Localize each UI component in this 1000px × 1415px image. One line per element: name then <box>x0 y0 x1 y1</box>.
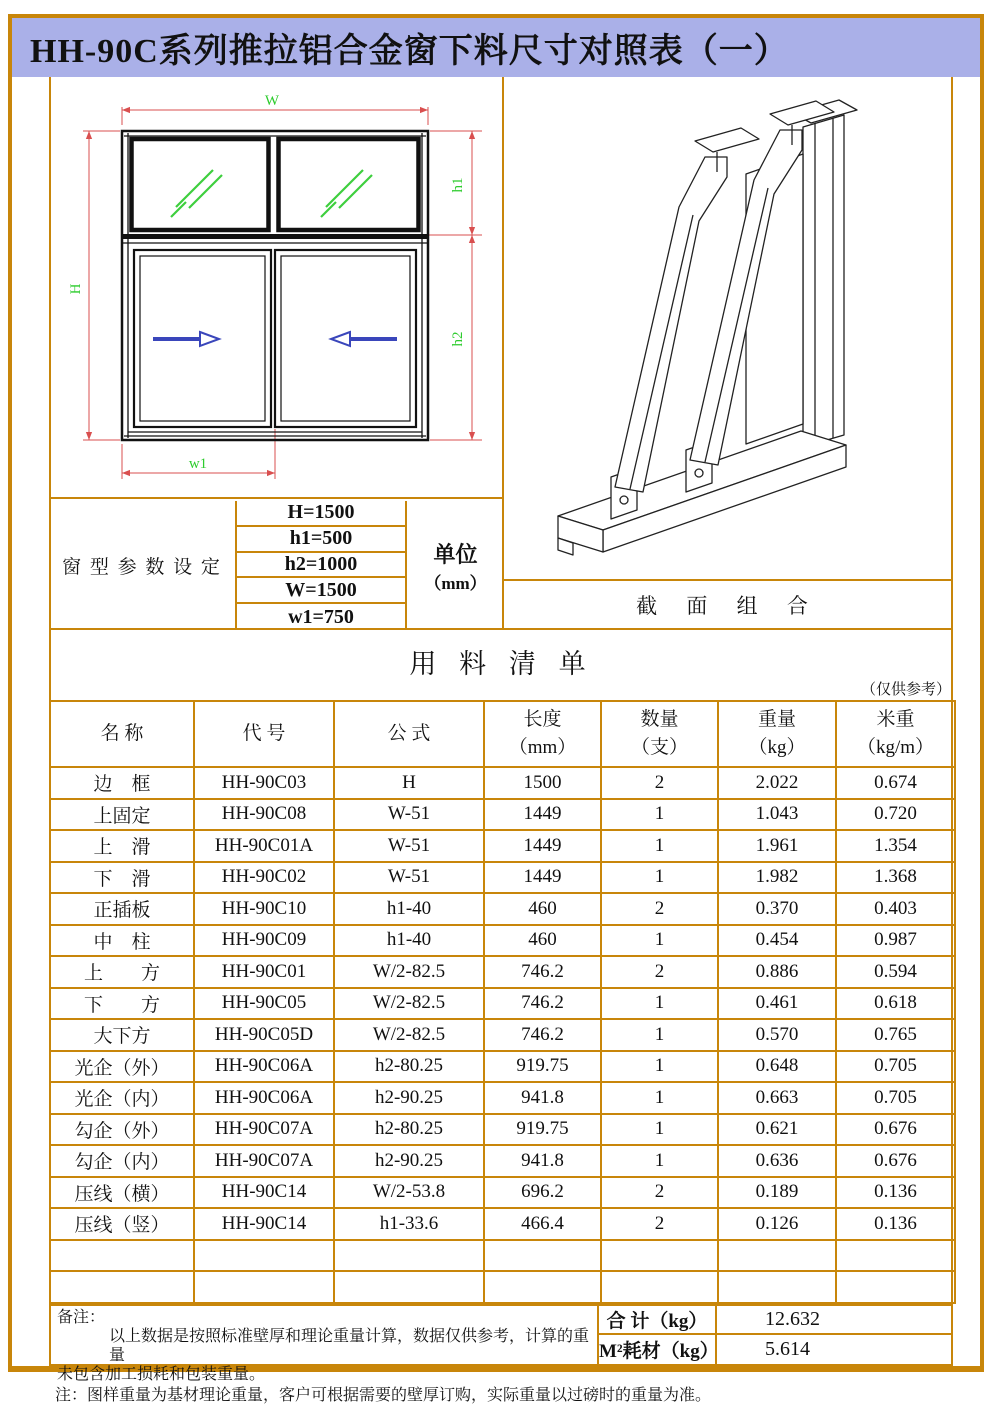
table-row <box>50 1114 955 1146</box>
cell-quantity: 1 <box>601 799 718 831</box>
remark-label: 备注： <box>57 1309 106 1326</box>
col-header-length: 长度 （mm） <box>484 701 601 767</box>
cell-weight: 0.663 <box>718 1082 836 1114</box>
table-row <box>50 1177 955 1209</box>
cell-formula <box>334 1271 484 1303</box>
cell-length: 1449 <box>484 830 601 862</box>
cell-length: 1449 <box>484 862 601 894</box>
cell-quantity: 2 <box>601 767 718 799</box>
reference-only-note: （仅供参考） <box>860 682 951 698</box>
cell-length: 919.75 <box>484 1114 601 1146</box>
cell-formula: W/2-82.5 <box>334 1019 484 1051</box>
slide-arrow-right-icon <box>153 332 219 346</box>
table-row <box>50 1208 955 1240</box>
cell-meter-weight: 1.368 <box>836 862 955 894</box>
cell-weight: 1.982 <box>718 862 836 894</box>
cell-formula: h1-40 <box>334 893 484 925</box>
cell-length: 1500 <box>484 767 601 799</box>
transom-bar <box>122 234 428 239</box>
cell-weight: 0.189 <box>718 1177 836 1209</box>
footer-note: 注：图样重量为基材理论重量，客户可根据需要的壁厚订购，实际重量以过磅时的重量为准。 <box>55 1387 712 1404</box>
cell-meter-weight <box>836 1240 955 1272</box>
document-title: HH-90C系列推拉铝合金窗下料尺寸对照表（一） <box>30 33 789 70</box>
cell-weight: 0.570 <box>718 1019 836 1051</box>
cell-weight: 0.461 <box>718 988 836 1020</box>
cell-code: HH-90C02 <box>194 862 334 894</box>
table-row <box>50 956 955 988</box>
dim-label-w1: w1 <box>188 456 208 472</box>
cell-formula: h2-80.25 <box>334 1114 484 1146</box>
cell-length: 1449 <box>484 799 601 831</box>
cell-name: 下 滑 <box>50 862 194 894</box>
per-sqm-label-cell: M²耗材（kg） <box>597 1333 717 1366</box>
cell-code: HH-90C09 <box>194 925 334 957</box>
document-title-bar <box>12 18 980 77</box>
cell-formula: W-51 <box>334 862 484 894</box>
remark-line-1: 以上数据是按照标准壁厚和理论重量计算，数据仅供参考，计算的重量 <box>109 1328 590 1364</box>
cell-meter-weight: 0.676 <box>836 1145 955 1177</box>
cell-formula: h2-80.25 <box>334 1051 484 1083</box>
cell-meter-weight: 0.705 <box>836 1051 955 1083</box>
total-value-cell: 12.632 <box>715 1304 953 1335</box>
cell-name: 上 方 <box>50 956 194 988</box>
table-row <box>50 767 955 799</box>
cell-length: 919.75 <box>484 1051 601 1083</box>
cell-length: 746.2 <box>484 988 601 1020</box>
parameter-row-h2: h2=1000 <box>237 553 405 579</box>
cell-code: HH-90C01 <box>194 956 334 988</box>
cell-code: HH-90C01A <box>194 830 334 862</box>
cell-code: HH-90C05D <box>194 1019 334 1051</box>
col-header-meter-weight: 米重 （kg/m） <box>836 701 955 767</box>
col-header-code: 代 号 <box>194 701 334 767</box>
cell-meter-weight: 0.705 <box>836 1082 955 1114</box>
window-elevation-drawing <box>50 77 502 497</box>
roller-1 <box>620 496 628 504</box>
material-table-header <box>50 701 955 767</box>
cell-meter-weight: 0.136 <box>836 1177 955 1209</box>
cell-quantity: 2 <box>601 893 718 925</box>
dim-label-h: H <box>68 283 84 295</box>
cell-quantity: 2 <box>601 1177 718 1209</box>
cell-quantity: 1 <box>601 1145 718 1177</box>
parameter-table-title: 窗 型 参 数 设 定 <box>62 557 222 578</box>
cell-quantity: 1 <box>601 1019 718 1051</box>
table-row <box>50 799 955 831</box>
cell-meter-weight: 0.618 <box>836 988 955 1020</box>
cell-formula: h2-90.25 <box>334 1082 484 1114</box>
cell-weight: 0.370 <box>718 893 836 925</box>
cell-length: 460 <box>484 925 601 957</box>
cell-meter-weight: 0.720 <box>836 799 955 831</box>
cell-code <box>194 1240 334 1272</box>
cell-weight: 0.636 <box>718 1145 836 1177</box>
unit-cell <box>407 501 504 630</box>
table-row <box>50 1271 955 1303</box>
per-sqm-value-cell: 5.614 <box>715 1333 953 1366</box>
table-row <box>50 1082 955 1114</box>
cell-weight: 1.961 <box>718 830 836 862</box>
cell-length: 466.4 <box>484 1208 601 1240</box>
cell-code: HH-90C07A <box>194 1114 334 1146</box>
col-header-formula: 公 式 <box>334 701 484 767</box>
cell-meter-weight: 0.674 <box>836 767 955 799</box>
cell-formula <box>334 1240 484 1272</box>
cell-quantity: 1 <box>601 1114 718 1146</box>
cell-length: 460 <box>484 893 601 925</box>
cell-code: HH-90C08 <box>194 799 334 831</box>
cell-length <box>484 1271 601 1303</box>
frame-right-panel <box>803 115 844 447</box>
cell-meter-weight <box>836 1271 955 1303</box>
cell-weight <box>718 1240 836 1272</box>
cell-meter-weight: 0.676 <box>836 1114 955 1146</box>
cell-quantity: 2 <box>601 956 718 988</box>
profile-assembly <box>558 100 857 555</box>
cell-quantity: 2 <box>601 1208 718 1240</box>
cell-quantity <box>601 1271 718 1303</box>
cell-code: HH-90C06A <box>194 1051 334 1083</box>
parameter-row-w: W=1500 <box>237 578 405 604</box>
cell-quantity: 1 <box>601 862 718 894</box>
cell-formula: W-51 <box>334 830 484 862</box>
parameter-row-h1: h1=500 <box>237 527 405 553</box>
cell-length: 941.8 <box>484 1082 601 1114</box>
cell-name: 光企（外） <box>50 1051 194 1083</box>
table-row <box>50 1051 955 1083</box>
cell-name: 正插板 <box>50 893 194 925</box>
cell-code: HH-90C05 <box>194 988 334 1020</box>
header-row <box>50 701 955 767</box>
cell-weight: 0.621 <box>718 1114 836 1146</box>
cell-formula: H <box>334 767 484 799</box>
roller-2 <box>695 469 703 477</box>
cell-meter-weight: 1.354 <box>836 830 955 862</box>
cell-formula: h2-90.25 <box>334 1145 484 1177</box>
cell-formula: W/2-82.5 <box>334 956 484 988</box>
cross-section-label: 截 面 组 合 <box>636 593 820 618</box>
cell-quantity: 1 <box>601 988 718 1020</box>
cell-weight: 1.043 <box>718 799 836 831</box>
cell-name: 勾企（外） <box>50 1114 194 1146</box>
cell-name: 边 框 <box>50 767 194 799</box>
cell-code: HH-90C14 <box>194 1208 334 1240</box>
material-list-title-zone <box>50 630 953 700</box>
cell-length <box>484 1240 601 1272</box>
remark-box <box>49 1304 599 1383</box>
cell-name: 压线（横） <box>50 1177 194 1209</box>
dim-label-h2: h2 <box>450 331 466 347</box>
cell-weight <box>718 1271 836 1303</box>
cell-code: HH-90C06A <box>194 1082 334 1114</box>
cell-name: 中 柱 <box>50 925 194 957</box>
cell-quantity: 1 <box>601 1082 718 1114</box>
cell-weight: 0.886 <box>718 956 836 988</box>
dim-label-h1: h1 <box>450 177 466 193</box>
table-row <box>50 1240 955 1272</box>
remark-line-2: 未包含加工损耗和包装重量。 <box>57 1366 266 1383</box>
top-cap-1 <box>695 128 759 152</box>
parameter-row-h: H=1500 <box>237 501 405 527</box>
total-label-cell: 合 计（kg） <box>597 1304 717 1335</box>
cell-quantity: 1 <box>601 1051 718 1083</box>
table-row <box>50 830 955 862</box>
table-row <box>50 925 955 957</box>
cell-meter-weight: 0.594 <box>836 956 955 988</box>
cell-weight: 2.022 <box>718 767 836 799</box>
cell-length: 941.8 <box>484 1145 601 1177</box>
table-row <box>50 988 955 1020</box>
col-header-weight: 重量 （kg） <box>718 701 836 767</box>
cell-weight: 0.126 <box>718 1208 836 1240</box>
cell-name: 上固定 <box>50 799 194 831</box>
window-frame <box>122 131 428 440</box>
cell-meter-weight: 0.136 <box>836 1208 955 1240</box>
col-header-name: 名 称 <box>50 701 194 767</box>
cell-name <box>50 1271 194 1303</box>
cell-quantity: 1 <box>601 925 718 957</box>
cell-formula: h1-40 <box>334 925 484 957</box>
cross-section-drawing <box>503 79 953 579</box>
cell-meter-weight: 0.765 <box>836 1019 955 1051</box>
material-table <box>49 700 956 1304</box>
cell-code: HH-90C14 <box>194 1177 334 1209</box>
dim-label-w: W <box>264 93 280 109</box>
material-table-body <box>50 767 955 1303</box>
cell-code: HH-90C03 <box>194 767 334 799</box>
table-row <box>50 893 955 925</box>
parameter-values <box>235 501 407 630</box>
cell-meter-weight: 0.403 <box>836 893 955 925</box>
parameter-table <box>49 497 504 630</box>
parameter-row-w1: w1=750 <box>288 605 354 628</box>
cell-quantity <box>601 1240 718 1272</box>
cell-name <box>50 1240 194 1272</box>
table-row <box>50 1145 955 1177</box>
cell-name: 压线（竖） <box>50 1208 194 1240</box>
cell-name: 勾企（内） <box>50 1145 194 1177</box>
cell-formula: h1-33.6 <box>334 1208 484 1240</box>
cell-meter-weight: 0.987 <box>836 925 955 957</box>
unit-value: （mm） <box>424 573 487 593</box>
cell-code <box>194 1271 334 1303</box>
cell-quantity: 1 <box>601 830 718 862</box>
cell-formula: W/2-82.5 <box>334 988 484 1020</box>
cell-name: 上 滑 <box>50 830 194 862</box>
slide-arrow-left-icon <box>331 332 397 346</box>
table-row <box>50 862 955 894</box>
cell-code: HH-90C07A <box>194 1145 334 1177</box>
cell-length: 746.2 <box>484 1019 601 1051</box>
cell-name: 大下方 <box>50 1019 194 1051</box>
cell-length: 746.2 <box>484 956 601 988</box>
cell-weight: 0.454 <box>718 925 836 957</box>
cell-weight: 0.648 <box>718 1051 836 1083</box>
cell-length: 696.2 <box>484 1177 601 1209</box>
cell-code: HH-90C10 <box>194 893 334 925</box>
unit-label: 单位 <box>433 541 478 567</box>
cell-name: 下 方 <box>50 988 194 1020</box>
material-list-title: 用 料 清 单 <box>409 649 594 679</box>
cell-formula: W-51 <box>334 799 484 831</box>
cell-name: 光企（内） <box>50 1082 194 1114</box>
table-row <box>50 1019 955 1051</box>
cell-formula: W/2-53.8 <box>334 1177 484 1209</box>
col-header-quantity: 数量 （支） <box>601 701 718 767</box>
